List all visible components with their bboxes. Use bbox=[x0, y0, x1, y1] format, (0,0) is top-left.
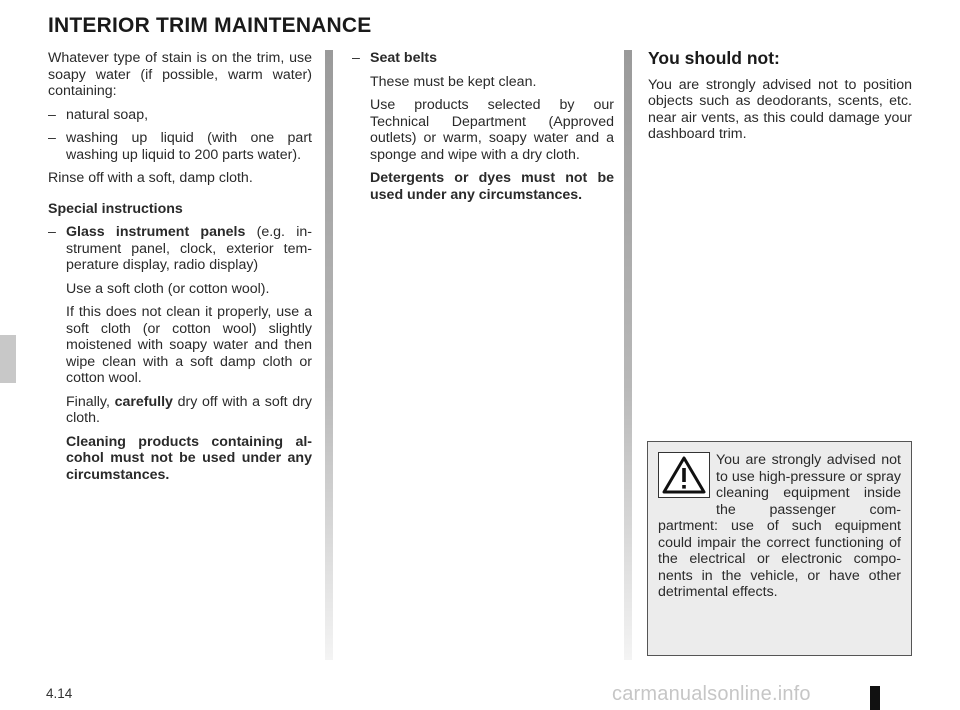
watermark: carmanualsonline.info bbox=[612, 683, 811, 705]
seat-belts-label: Seat belts bbox=[370, 50, 438, 66]
list-item bbox=[352, 50, 614, 67]
should-not-heading: You should not: bbox=[648, 48, 780, 68]
column-divider bbox=[325, 50, 333, 660]
alcohol-warning-text: Cleaning products containing al-cohol must not be used under any circumstances. bbox=[66, 433, 312, 483]
dash-marker: – bbox=[48, 224, 56, 240]
use-products-text: Use products selected by our Technical Department (Approved outlets) or warm, soapy water and a sponge and wipe with a dry cloth. bbox=[370, 97, 614, 163]
column-right bbox=[648, 50, 912, 150]
list-item bbox=[48, 224, 312, 274]
chapter-tab bbox=[0, 335, 16, 383]
warning-text: You are strongly advised not to use high-pressure or spray cleaning equipment inside the passenger com-partment: use of such equipment could impair the correct functioning of the electrical or electronic compo-nents in the vehicle, or have other detrimental effects. bbox=[658, 452, 901, 600]
rinse-text: Rinse off with a soft, damp cloth. bbox=[48, 170, 253, 186]
special-instructions-heading: Special instructions bbox=[48, 200, 183, 217]
dash-marker: – bbox=[352, 50, 360, 66]
warning-box bbox=[647, 441, 912, 656]
list-item bbox=[48, 130, 312, 163]
if-not-clean-text: If this does not clean it properly, use a soft cloth (or cotton wool) slightly moistened with soapy water and then wipe clean with a soft damp cloth or cotton wool. bbox=[66, 304, 312, 386]
column-divider bbox=[624, 50, 632, 660]
soft-cloth-text: Use a soft cloth (or cotton wool). bbox=[66, 280, 270, 297]
finally-pre: Finally, bbox=[66, 393, 115, 410]
page-title: INTERIOR TRIM MAINTENANCE bbox=[48, 14, 372, 37]
finally-bold: carefully bbox=[114, 393, 173, 410]
dash-marker: – bbox=[48, 106, 56, 123]
dash-marker: – bbox=[48, 130, 56, 146]
list-item-text: washing up liquid (with one part washing up liquid to 200 parts water). bbox=[66, 130, 312, 163]
warning-triangle-icon bbox=[658, 452, 710, 498]
detergents-warning-text: Detergents or dyes must not be used under any circumstances. bbox=[370, 170, 614, 203]
list-item-text: natural soap, bbox=[66, 106, 149, 123]
column-left bbox=[48, 50, 312, 490]
glass-panels-label: Glass instrument panels bbox=[66, 224, 246, 240]
should-not-text: You are strongly advised not to position objects such as deodorants, scents, etc. near air vents, as this could damage your dashboard trim. bbox=[648, 76, 912, 142]
finally-text bbox=[48, 394, 312, 427]
column-middle bbox=[352, 50, 614, 210]
list-item bbox=[48, 107, 312, 124]
kept-clean-text: These must be kept clean. bbox=[370, 73, 537, 90]
page-number: 4.14 bbox=[46, 686, 73, 701]
intro-text: Whatever type of stain is on the trim, use soapy water (if possible, warm water) containing: bbox=[48, 50, 312, 99]
glass-panels-desc: (e.g. in-strument panel, clock, exterior tem-perature display, radio display) bbox=[66, 224, 312, 273]
finally-post: dry off with a soft dry cloth. bbox=[66, 393, 312, 426]
corner-mark bbox=[870, 686, 880, 710]
